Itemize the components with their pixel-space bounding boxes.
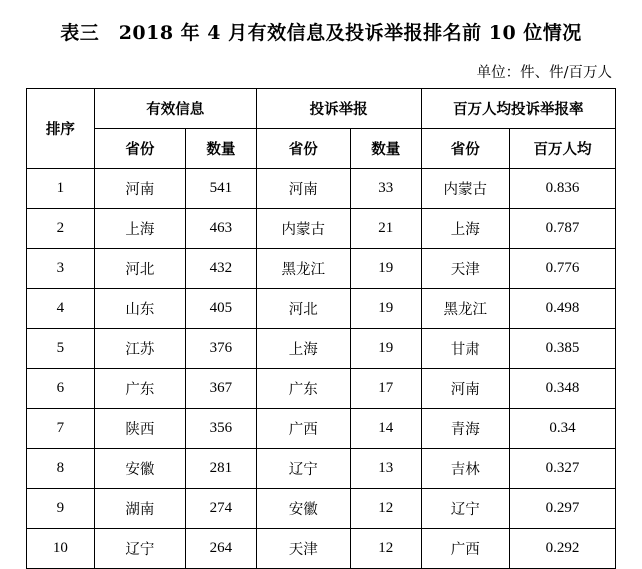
cell-rank: 10	[27, 529, 95, 569]
cell-per-million: 0.292	[509, 529, 615, 569]
cell-province-1: 上海	[94, 209, 185, 249]
cell-province-3: 青海	[421, 409, 509, 449]
cell-province-2: 广西	[256, 409, 350, 449]
table-row	[27, 369, 616, 409]
cell-quantity-2: 19	[350, 329, 421, 369]
cell-province-2: 河南	[256, 169, 350, 209]
cell-province-1: 河北	[94, 249, 185, 289]
cell-per-million: 0.297	[509, 489, 615, 529]
cell-province-2: 天津	[256, 529, 350, 569]
table-row	[27, 289, 616, 329]
cell-rank: 3	[27, 249, 95, 289]
cell-province-2: 黑龙江	[256, 249, 350, 289]
table-row	[27, 329, 616, 369]
column-header-quantity-1: 数量	[186, 129, 257, 169]
table-row	[27, 409, 616, 449]
cell-quantity-2: 13	[350, 449, 421, 489]
cell-per-million: 0.498	[509, 289, 615, 329]
column-header-rank: 排序	[27, 89, 95, 169]
cell-per-million: 0.34	[509, 409, 615, 449]
cell-quantity-2: 19	[350, 249, 421, 289]
cell-quantity-1: 367	[186, 369, 257, 409]
table-row	[27, 529, 616, 569]
table-head	[27, 89, 616, 169]
cell-rank: 9	[27, 489, 95, 529]
cell-province-3: 天津	[421, 249, 509, 289]
unit-note: 单位：件、件/百万人	[476, 65, 612, 81]
cell-quantity-2: 12	[350, 489, 421, 529]
cell-rank: 7	[27, 409, 95, 449]
table-body	[27, 169, 616, 569]
cell-per-million: 0.836	[509, 169, 615, 209]
cell-quantity-1: 405	[186, 289, 257, 329]
cell-province-3: 内蒙古	[421, 169, 509, 209]
group-header-complaints: 投诉举报	[256, 89, 421, 129]
cell-quantity-1: 356	[186, 409, 257, 449]
cell-quantity-2: 33	[350, 169, 421, 209]
cell-province-3: 河南	[421, 369, 509, 409]
column-header-per-million: 百万人均	[509, 129, 615, 169]
cell-province-3: 上海	[421, 209, 509, 249]
column-header-quantity-2: 数量	[350, 129, 421, 169]
cell-province-3: 辽宁	[421, 489, 509, 529]
cell-quantity-1: 541	[186, 169, 257, 209]
column-header-province-3: 省份	[421, 129, 509, 169]
table-row	[27, 249, 616, 289]
cell-rank: 5	[27, 329, 95, 369]
cell-province-1: 安徽	[94, 449, 185, 489]
cell-rank: 2	[27, 209, 95, 249]
cell-quantity-1: 281	[186, 449, 257, 489]
cell-province-2: 广东	[256, 369, 350, 409]
cell-quantity-1: 376	[186, 329, 257, 369]
cell-province-1: 广东	[94, 369, 185, 409]
cell-province-3: 黑龙江	[421, 289, 509, 329]
cell-province-2: 河北	[256, 289, 350, 329]
column-header-province-1: 省份	[94, 129, 185, 169]
cell-province-1: 山东	[94, 289, 185, 329]
cell-per-million: 0.776	[509, 249, 615, 289]
cell-quantity-2: 17	[350, 369, 421, 409]
cell-province-2: 内蒙古	[256, 209, 350, 249]
table-row	[27, 169, 616, 209]
cell-per-million: 0.348	[509, 369, 615, 409]
cell-quantity-1: 274	[186, 489, 257, 529]
table-container	[0, 88, 642, 569]
cell-quantity-1: 264	[186, 529, 257, 569]
cell-province-2: 安徽	[256, 489, 350, 529]
page-title: 表三 2018 年 4 月有效信息及投诉举报排名前 10 位情况	[60, 22, 582, 44]
cell-quantity-2: 12	[350, 529, 421, 569]
table-header-row-subs	[27, 129, 616, 169]
table-header-row-groups	[27, 89, 616, 129]
ranking-table	[26, 88, 616, 569]
cell-rank: 8	[27, 449, 95, 489]
cell-province-2: 辽宁	[256, 449, 350, 489]
cell-quantity-2: 21	[350, 209, 421, 249]
cell-rank: 4	[27, 289, 95, 329]
table-row	[27, 489, 616, 529]
cell-quantity-2: 14	[350, 409, 421, 449]
cell-per-million: 0.787	[509, 209, 615, 249]
cell-province-1: 河南	[94, 169, 185, 209]
cell-per-million: 0.385	[509, 329, 615, 369]
group-header-per-million-rate: 百万人均投诉举报率	[421, 89, 615, 129]
cell-province-3: 甘肃	[421, 329, 509, 369]
table-row	[27, 449, 616, 489]
cell-province-2: 上海	[256, 329, 350, 369]
cell-quantity-2: 19	[350, 289, 421, 329]
cell-province-1: 辽宁	[94, 529, 185, 569]
cell-rank: 1	[27, 169, 95, 209]
cell-province-1: 湖南	[94, 489, 185, 529]
cell-quantity-1: 463	[186, 209, 257, 249]
cell-province-1: 陕西	[94, 409, 185, 449]
group-header-valid-info: 有效信息	[94, 89, 256, 129]
cell-rank: 6	[27, 369, 95, 409]
cell-per-million: 0.327	[509, 449, 615, 489]
column-header-province-2: 省份	[256, 129, 350, 169]
cell-province-1: 江苏	[94, 329, 185, 369]
table-row	[27, 209, 616, 249]
cell-province-3: 吉林	[421, 449, 509, 489]
cell-province-3: 广西	[421, 529, 509, 569]
cell-quantity-1: 432	[186, 249, 257, 289]
